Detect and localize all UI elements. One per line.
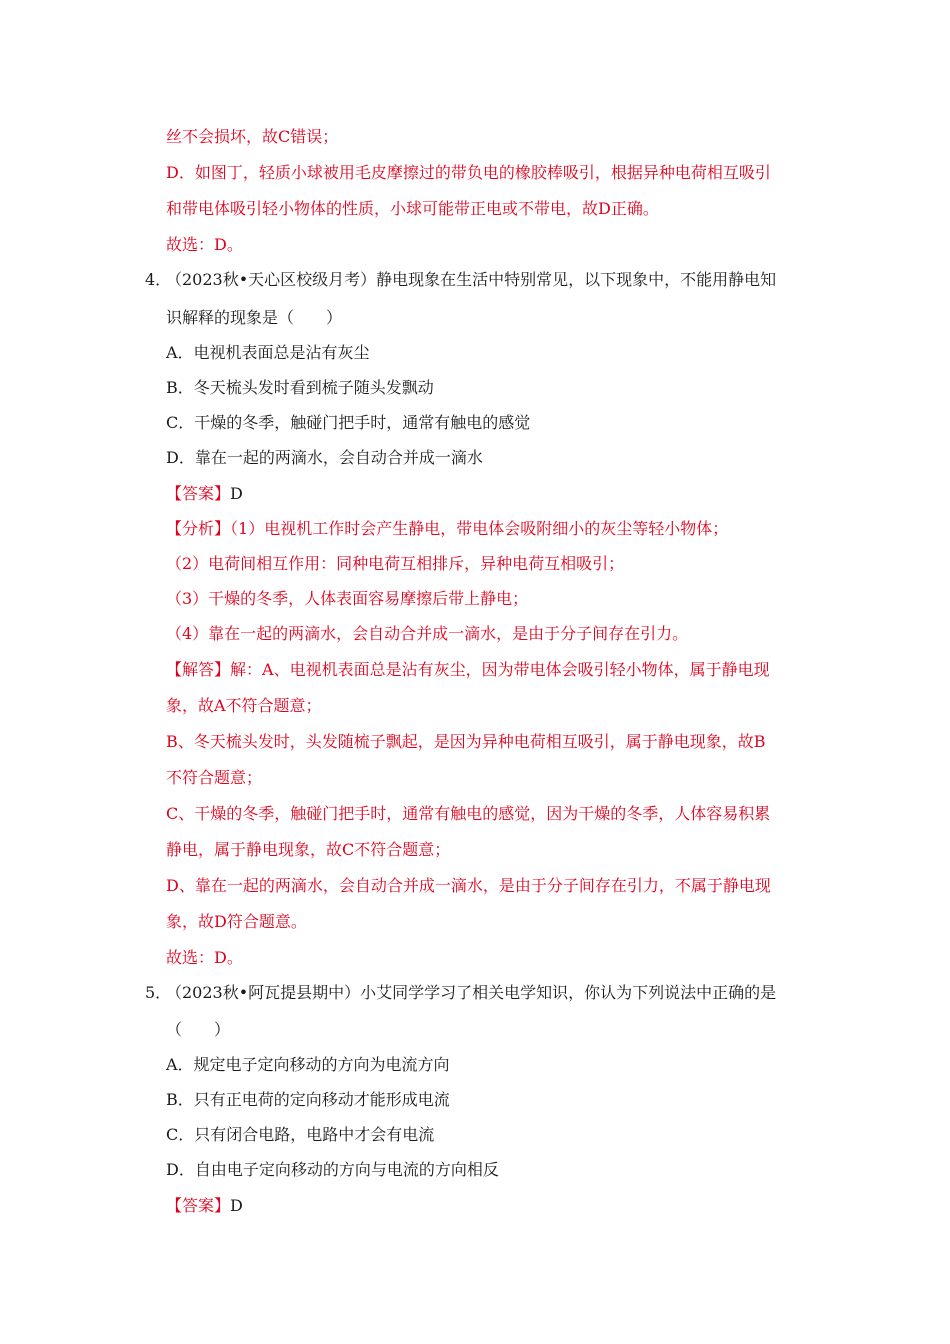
- q4-option-c: C．干燥的冬季，触碰门把手时，通常有触电的感觉: [166, 413, 531, 432]
- q5-answer: [166, 1196, 243, 1216]
- q5-answer-value: D: [230, 1196, 243, 1215]
- q4-analysis-text1: （1）电视机工作时会产生静电，带电体会吸附细小的灰尘等轻小物体；: [230, 519, 729, 538]
- q5-option-d: D．自由电子定向移动的方向与电流的方向相反: [166, 1160, 499, 1179]
- q4-choice: 故选：D。: [166, 948, 243, 967]
- q5-option-b: B．只有正电荷的定向移动才能形成电流: [166, 1090, 450, 1109]
- q4-answer: [166, 484, 243, 504]
- q4-analysis-line4: （4）靠在一起的两滴水，会自动合并成一滴水，是由于分子间存在引力。: [166, 624, 689, 643]
- q5-stem-line2: （ ）: [166, 1020, 231, 1039]
- q4-number: 4．: [145, 270, 172, 289]
- q5-stem-line1: （2023秋•阿瓦提县期中）小艾同学学习了相关电学知识，你认为下列说法中正确的是: [166, 983, 777, 1002]
- q4-solution-line6: 静电，属于静电现象，故C不符合题意；: [166, 840, 451, 859]
- q4-analysis-line3: （3）干燥的冬季，人体表面容易摩擦后带上静电；: [166, 589, 529, 608]
- q4-answer-tag: 【答案】: [166, 484, 231, 503]
- q5-option-c: C．只有闭合电路，电路中才会有电流: [166, 1125, 435, 1144]
- q4-solution-line5: C、干燥的冬季，触碰门把手时，通常有触电的感觉，因为干燥的冬季，人体容易积累: [166, 804, 771, 823]
- q3-choice: 故选：D。: [166, 235, 243, 254]
- q4-solution-line3: B、冬天梳头发时，头发随梳子飘起，是因为异种电荷相互吸引，属于静电现象，故B: [166, 732, 766, 751]
- q4-option-d: D．靠在一起的两滴水，会自动合并成一滴水: [166, 448, 483, 467]
- q4-stem-line2: 识解释的现象是（ ）: [166, 308, 343, 327]
- q4-solution-line7: D、靠在一起的两滴水，会自动合并成一滴水，是由于分子间存在引力，不属于静电现: [166, 876, 771, 895]
- q5-number: 5．: [145, 983, 172, 1002]
- q4-option-b: B．冬天梳头发时看到梳子随头发飘动: [166, 378, 434, 397]
- q4-solution-line2: 象，故A不符合题意；: [166, 696, 322, 715]
- q4-solution-line1: [166, 660, 770, 680]
- q5-answer-tag: 【答案】: [166, 1196, 231, 1215]
- q4-answer-value: D: [230, 484, 243, 503]
- q3-c-tail: 丝不会损坏，故C错误；: [166, 127, 339, 146]
- q4-analysis-line1: [166, 519, 728, 539]
- q4-option-a: A．电视机表面总是沾有灰尘: [166, 343, 370, 362]
- q4-stem-line1: （2023秋•天心区校级月考）静电现象在生活中特别常见，以下现象中，不能用静电知: [166, 270, 777, 289]
- q4-analysis-line2: （2）电荷间相互作用：同种电荷互相排斥，异种电荷互相吸引；: [166, 554, 625, 573]
- q4-solution-text1: 解：A、电视机表面总是沾有灰尘，因为带电体会吸引轻小物体，属于静电现: [230, 660, 770, 679]
- q3-d-line2: 和带电体吸引轻小物体的性质，小球可能带正电或不带电，故D正确。: [166, 199, 659, 218]
- q5-option-a: A．规定电子定向移动的方向为电流方向: [166, 1055, 450, 1074]
- q3-d-line1: D．如图丁，轻质小球被用毛皮摩擦过的带负电的橡胶棒吸引，根据异种电荷相互吸引: [166, 163, 771, 182]
- q4-solution-tag: 【解答】: [166, 660, 231, 679]
- q4-solution-line8: 象，故D符合题意。: [166, 912, 307, 931]
- q4-analysis-tag: 【分析】: [166, 519, 231, 538]
- q4-solution-line4: 不符合题意；: [166, 768, 263, 787]
